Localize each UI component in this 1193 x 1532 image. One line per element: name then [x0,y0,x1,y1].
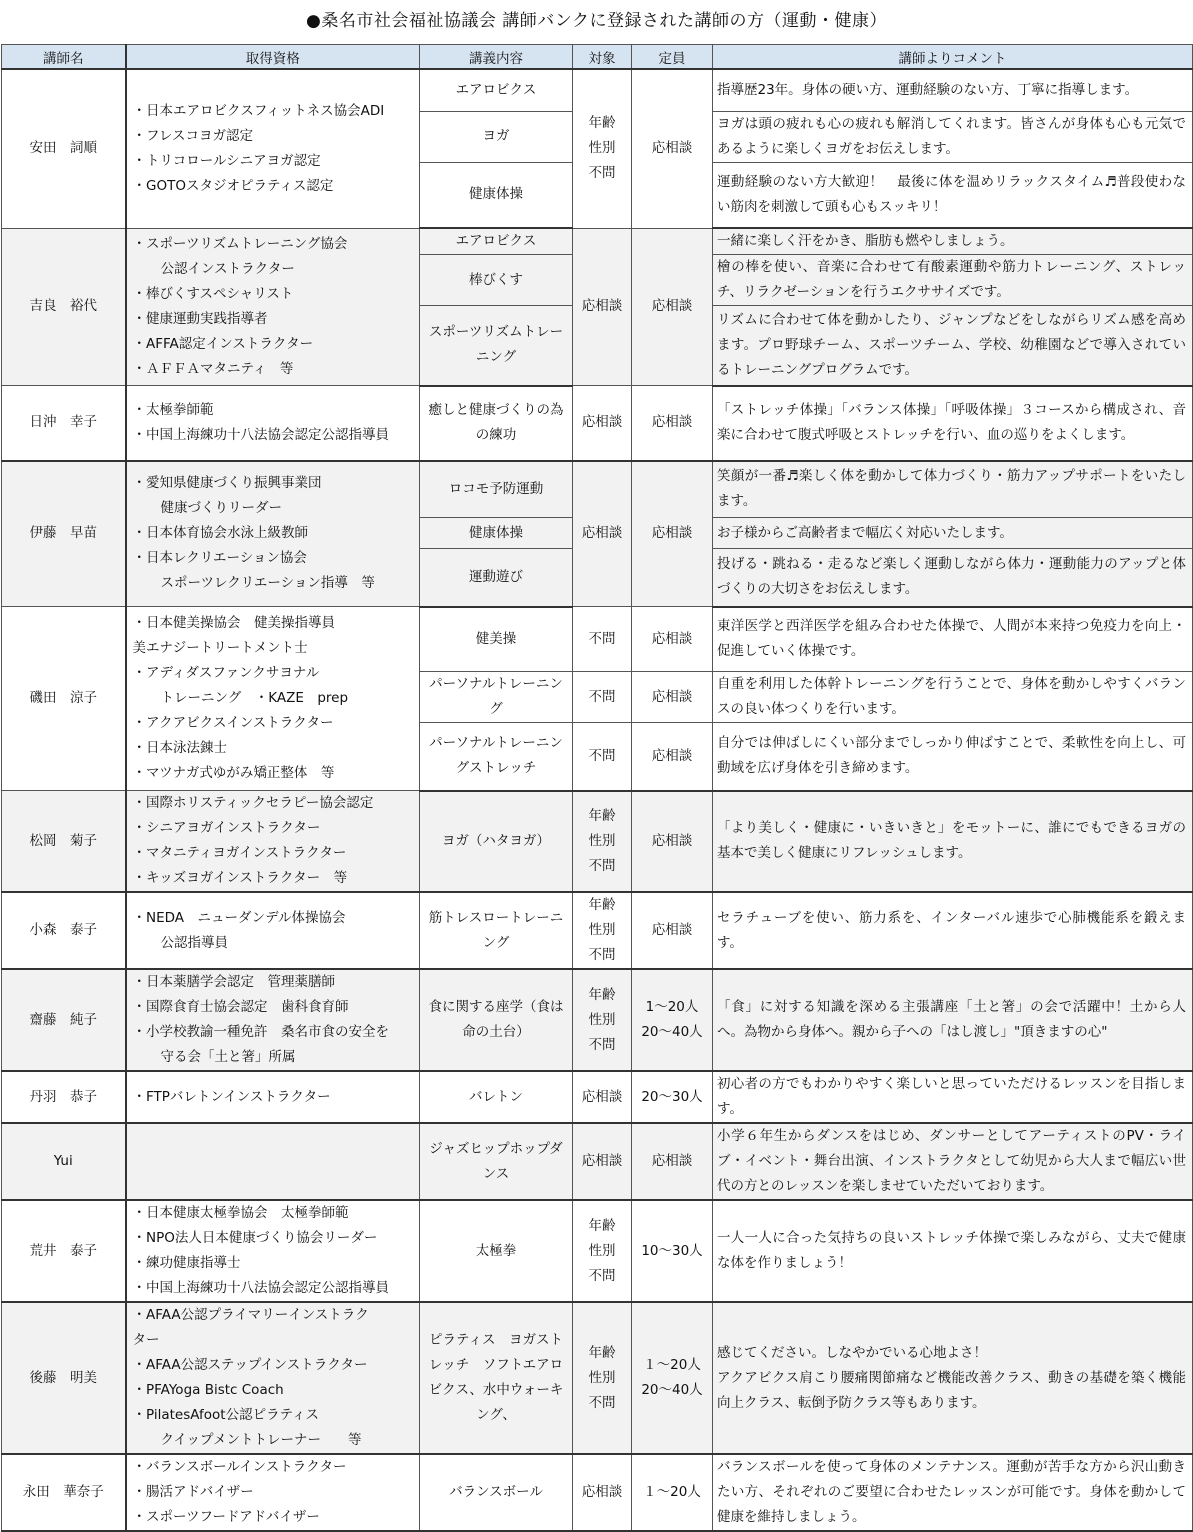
qualification-line: ・フレスコヨガ認定 [132,127,254,144]
target-line: 性別 [588,922,616,938]
lecture-title: 筋トレスロートレーニング [420,892,573,969]
header-target: 対象 [573,45,632,70]
comment-text: アクアビクス肩こり腰痛関節痛など機能改善クラス、動きの基礎を築く機能向上クラス、転倒予防クラス等もあります。 [717,1369,1186,1411]
target-cell [573,1123,632,1200]
target-line: 性別 [588,140,616,157]
lecture-title: ロコモ予防運動 [420,461,573,518]
comment-text: 指導歴23年。身体の硬い方、運動経験のない方、丁寧に指導します。 [717,81,1139,98]
target-line: 性別 [588,1242,616,1259]
capacity-line: 10～30人 [641,1242,703,1259]
comment-text: お子様からご高齢者まで幅広く対応いたします。 [717,524,1013,541]
comment-text: 「食」に対する知識を深める主張講座「土と箸」の会で活躍中！土から人へ。為物から身体へ。親から子への「はし渡し」"頂きますの心" [717,999,1186,1040]
qualification-line: ・FTPバレトンインストラクター [132,1088,331,1105]
capacity-cell [632,69,713,228]
qualification-line: ・国際ホリスティックセラピー協会認定 [132,795,374,811]
qualification-line: 公認インストラクター [160,260,295,277]
instructor-name: 安田 詞順 [2,69,126,228]
capacity-cell: 応相談 [632,723,713,791]
lecture-title: エアロビクス [420,228,573,255]
table-row [2,228,1193,255]
target-line: 性別 [588,1011,616,1028]
instructor-name: 小森 泰子 [2,892,126,969]
capacity-cell [632,228,713,386]
lecture-title: スポーツリズムトレーニング [420,306,573,386]
qualification-line: 守る会「土と箸」所属 [160,1049,296,1065]
comment-text: 自分では伸ばしにくい部分までしっかり伸ばすことで、柔軟性を向上し、可動域を広げ身体を引き締めます。 [717,735,1186,777]
target-line: 不問 [588,1394,616,1411]
comment-cell [713,111,1193,162]
comment-text: 感じてください。しなやかでいる心地よさ！ [717,1344,987,1361]
qualification-line: ・AFAA公認ステップインストラクター [132,1357,368,1373]
target-line: 応相談 [581,414,623,431]
qualification-line: スポーツレクリエーション指導 等 [160,575,375,592]
capacity-line: 20～30人 [641,1088,703,1105]
qualifications-cell [126,969,420,1071]
qualifications-cell [126,461,420,607]
target-line: 年齢 [588,807,616,824]
qualification-line: クイップメントトレーナー 等 [160,1432,362,1448]
qualification-line: 美エナジートリートメント士 [132,640,308,656]
header-capacity: 定員 [632,45,713,70]
page-title: ●桑名市社会福祉協議会 講師バンクに登録された講師の方（運動・健康） [306,11,887,31]
table-row [2,1200,1193,1302]
comment-cell [713,461,1193,518]
target-line: 不問 [588,857,616,874]
target-cell [573,1200,632,1302]
qualifications-cell [126,892,420,969]
qualification-line: ・国際食育士協会認定 歯科食育師 [132,999,349,1015]
target-line: 年齢 [588,1344,616,1361]
comment-text: リズムに合わせて体を動かしたり、ジャンプなどをしながらリズム感を高めます。プロ野球チーム、スポーツチーム、学校、幼稚園などで導入されているトレーニングプログラムです。 [717,311,1186,378]
target-cell [573,461,632,607]
capacity-line: 応相談 [651,922,693,938]
capacity-line: 20～40人 [641,1024,703,1040]
comment-text: 一人一人に合った気持ちの良いストレッチ体操で楽しみながら、丈夫で健康な体を作りましょう！ [717,1230,1186,1271]
comment-text: 東洋医学と西洋医学を組み合わせた体操で、人間が本来持つ免疫力を向上・促進していく体操です。 [717,618,1186,660]
target-line: 年齢 [588,986,616,1003]
comment-cell [713,791,1193,893]
comment-cell [713,1071,1193,1123]
qualifications-cell [126,1123,420,1200]
target-line: 応相談 [581,525,623,542]
instructor-name: 磯田 涼子 [2,607,126,791]
capacity-cell: 応相談 [632,607,713,672]
qualification-line: ・スポーツリズムトレーニング協会 [132,235,348,252]
target-cell: 不問 [573,723,632,791]
qualification-line: ・GOTOスタジオピラティス認定 [132,177,334,194]
target-line: 性別 [588,1369,616,1386]
comment-cell [713,386,1193,461]
lecture-title: 健康体操 [420,518,573,549]
comment-cell [713,306,1193,386]
qualification-line: ・アクアビクスインストラクター [132,715,334,731]
comment-cell [713,228,1193,255]
comment-text: ヨガは頭の疲れも心の疲れも解消してくれます。皆さんが身体も心も元気であるように楽しくヨガをお伝えします。 [717,115,1186,157]
qualification-line: ・日本レクリエーション協会 [132,550,307,567]
target-cell [573,791,632,893]
comment-cell [713,69,1193,111]
qualification-line: ・日本泳法錬士 [132,740,227,756]
qualifications-cell [126,1454,420,1531]
target-line: 年齢 [588,115,616,132]
lecture-title: バランスボール [420,1454,573,1531]
qualification-line: ・バランスボールインストラクター [132,1459,347,1475]
qualification-line: ・PFAYoga Bistc Coach [132,1382,284,1398]
target-cell [573,1302,632,1454]
comment-cell [713,892,1193,969]
qualification-line: ・トリコロールシニアヨガ認定 [132,152,321,169]
table-row [2,1071,1193,1123]
qualification-line: ・練功健康指導士 [132,1255,241,1271]
capacity-line: １～20人 [643,1357,701,1373]
capacity-cell [632,969,713,1071]
capacity-line: １～20人 [643,1484,701,1500]
target-line: 年齢 [588,1217,616,1234]
target-line: 応相談 [581,298,623,315]
comment-cell [713,518,1193,549]
qualifications-cell [126,228,420,386]
target-cell [573,1071,632,1123]
comment-cell [713,549,1193,607]
qualifications-cell [126,1200,420,1302]
capacity-cell [632,892,713,969]
comment-text: 投げる・跳ねる・走るなど楽しく運動しながら体力・運動能力のアップと体づくりの大切さをお伝えします。 [717,556,1186,598]
capacity-cell [632,461,713,607]
table-header-row [2,45,1193,70]
comment-text: セラチューブを使い、筋力系を、インターバル速歩で心肺機能系を鍛えます。 [717,909,1186,951]
table-row [2,791,1193,893]
qualification-line: ・キッズヨガインストラクター 等 [132,870,348,886]
capacity-cell [632,791,713,893]
comment-text: 「ストレッチ体操」「バランス体操」「呼吸体操」３コースから構成され、音楽に合わせて腹式呼吸とストレッチを行い、血の巡りをよくします。 [717,402,1186,443]
header-comment: 講師よりコメント [713,45,1193,70]
target-cell: 不問 [573,672,632,723]
table-row [2,1454,1193,1531]
capacity-line: 応相談 [651,832,693,849]
lecture-title: 癒しと健康づくりの為の練功 [420,386,573,461]
qualification-line: ・アディダスファンクサヨナル [132,665,320,681]
qualification-line: ・NEDA ニューダンデル体操協会 [132,909,346,926]
target-cell [573,386,632,461]
qualification-line: ・日本健美操協会 健美操指導員 [132,615,335,631]
qualification-line: ター [132,1332,160,1348]
qualification-line: ・中国上海練功十八法協会認定公認指導員 [132,426,389,443]
lecture-title: ジャズヒップホップダンス [420,1123,573,1200]
instructor-name: 荒井 泰子 [2,1200,126,1302]
capacity-cell [632,1454,713,1531]
capacity-line: 応相談 [651,140,693,157]
lecture-title: パーソナルトレーニング [420,672,573,723]
instructor-name: Yui [2,1123,126,1200]
lecture-title: 健美操 [420,607,573,672]
qualification-line: ・マタニティヨガインストラクター [132,845,347,861]
capacity-cell [632,1123,713,1200]
qualification-line: ・愛知県健康づくり振興事業団 [132,475,322,492]
qualification-line: 公認指導員 [160,934,228,951]
comment-cell [713,162,1193,228]
capacity-cell: 応相談 [632,672,713,723]
instructor-name: 齋藤 純子 [2,969,126,1071]
comment-cell [713,672,1193,723]
qualifications-cell [126,1071,420,1123]
comment-text: 檜の棒を使い、音楽に合わせて有酸素運動や筋力トレーニング、ストレッチ、リラクゼーションを行うエクササイズです。 [717,259,1186,300]
comment-cell [713,723,1193,791]
qualifications-cell [126,1302,420,1454]
table-row [2,969,1193,1071]
capacity-line: 応相談 [651,298,693,315]
qualification-line: ・日本薬膳学会認定 管理薬膳師 [132,974,335,990]
target-line: 年齢 [588,897,616,913]
comment-cell [713,607,1193,672]
qualification-line: ・日本健康太極拳協会 太極拳師範 [132,1205,349,1221]
table-row [2,69,1193,111]
header-lecture: 講義内容 [420,45,573,70]
target-cell [573,1454,632,1531]
qualification-line: ・健康運動実践指導者 [132,310,268,327]
qualifications-cell [126,386,420,461]
instructor-name: 日沖 幸子 [2,386,126,461]
lecture-title: 健康体操 [420,162,573,228]
qualification-line: ・マツナガ式ゆがみ矯正整体 等 [132,765,335,781]
qualification-line: ・日本体育協会水泳上級教師 [132,525,308,542]
capacity-cell [632,1200,713,1302]
table-row [2,892,1193,969]
lecture-title: 棒びくす [420,255,573,306]
target-cell: 不問 [573,607,632,672]
table-row [2,1302,1193,1454]
capacity-cell [632,1302,713,1454]
table-body [2,69,1193,1531]
qualification-line: ・NPO法人日本健康づくり協会リーダー [132,1230,378,1246]
qualification-line: ・ＡＦＦＡマタニティ 等 [132,360,294,377]
lecture-title: 食に関する座学（食は命の土台） [420,969,573,1071]
capacity-cell [632,1071,713,1123]
target-line: 不問 [588,1267,616,1284]
comment-text: 笑顔が一番♬楽しく体を動かして体力づくり・筋力アップサポートをいたします。 [717,468,1186,510]
target-line: 応相談 [581,1088,623,1105]
qualification-line: ・腸活アドバイザー [132,1484,254,1500]
qualification-line: ・PilatesAfoot公認ピラティス [132,1407,319,1423]
lecture-title: エアロビクス [420,69,573,111]
instructor-name: 吉良 裕代 [2,228,126,386]
instructor-name: 後藤 明美 [2,1302,126,1454]
target-cell [573,892,632,969]
lecture-title: パーソナルトレーニングストレッチ [420,723,573,791]
comment-text: 一緒に楽しく汗をかき、脂肪も燃やしましょう。 [717,233,1014,249]
target-line: 不問 [588,947,616,963]
comment-text: 小学６年生からダンスをはじめ、ダンサーとしてアーティストのPV・ライブ・イベント・舞台出演、インストラクタとして幼児から大人まで幅広い世代の方とのレッスンを楽しませていただいております。 [717,1128,1186,1194]
instructor-table-container [1,44,1192,1532]
qualifications-cell [126,69,420,228]
comment-text: 運動経験のない方大歓迎！ 最後に体を温めリラックスタイム♬普段使わない筋肉を刺激して頭も心もスッキリ！ [717,173,1186,215]
lecture-title: バレトン [420,1071,573,1123]
target-line: 不問 [588,1036,616,1053]
target-line: 応相談 [581,1153,623,1169]
comment-cell [713,1302,1193,1454]
comment-cell [713,1200,1193,1302]
qualification-line: ・日本エアロビクスフィットネス協会ADI [132,102,385,119]
instructor-table [1,44,1193,1532]
qualification-line: ・シニアヨガインストラクター [132,820,321,836]
header-name: 講師名 [2,45,126,70]
comment-cell [713,255,1193,306]
qualification-line: ・AFAA公認プライマリーインストラク [132,1307,369,1323]
qualification-line: ・棒びくすスペシャリスト [132,285,294,302]
qualification-line: ・小学校教諭一種免許 桑名市食の安全を [132,1024,389,1040]
qualification-line: ・スポーツフードアドバイザー [132,1509,320,1525]
table-row [2,386,1193,461]
qualification-line: ・AFFA認定インストラクター [132,335,314,352]
target-cell [573,228,632,386]
comment-cell [713,1454,1193,1531]
lecture-title: ピラティス ヨガストレッチ ソフトエアロビクス、水中ウォーキング、 [420,1302,573,1454]
instructor-name: 松岡 菊子 [2,791,126,893]
qualification-line: 健康づくりリーダー [160,500,282,517]
capacity-line: 応相談 [651,414,693,431]
comment-text: 初心者の方でもわかりやすく楽しいと思っていただけるレッスンを目指します。 [717,1076,1186,1117]
target-line: 不問 [588,165,616,182]
table-row [2,1123,1193,1200]
target-cell [573,969,632,1071]
lecture-title: ヨガ [420,111,573,162]
qualifications-cell [126,607,420,791]
comment-text: 自重を利用した体幹トレーニングを行うことで、身体を動かしやすくバランスの良い体つくりを行います。 [717,676,1186,717]
target-cell [573,69,632,228]
qualification-line: ・中国上海練功十八法協会認定公認指導員 [132,1280,389,1296]
capacity-line: 応相談 [651,525,693,542]
instructor-name: 伊藤 早苗 [2,461,126,607]
capacity-cell [632,386,713,461]
instructor-name: 丹羽 恭子 [2,1071,126,1123]
qualification-line: トレーニング ・KAZE prep [160,690,349,706]
qualification-line: ・太極拳師範 [132,401,214,418]
comment-cell [713,969,1193,1071]
lecture-title: ヨガ（ハタヨガ） [420,791,573,893]
table-row [2,461,1193,518]
instructor-name: 永田 華奈子 [2,1454,126,1531]
table-row [2,607,1193,672]
target-line: 性別 [588,832,616,849]
comment-cell [713,1123,1193,1200]
lecture-title: 運動遊び [420,549,573,607]
capacity-line: 20～40人 [641,1382,703,1398]
target-line: 応相談 [581,1484,623,1500]
capacity-line: 1～20人 [645,999,699,1015]
comment-text: バランスボールを使って身体のメンテナンス。運動が苦手な方から沢山動きたい方、それぞれのご要望に合わせたレッスンが可能です。身体を動かして健康を維持しましょう。 [717,1459,1186,1525]
capacity-line: 応相談 [651,1153,693,1169]
comment-text: 「より美しく・健康に・いきいきと」をモットーに、誰にでもできるヨガの基本で美しく健康にリフレッシュします。 [717,820,1186,862]
header-qualifications: 取得資格 [126,45,420,70]
qualifications-cell [126,791,420,893]
lecture-title: 太極拳 [420,1200,573,1302]
